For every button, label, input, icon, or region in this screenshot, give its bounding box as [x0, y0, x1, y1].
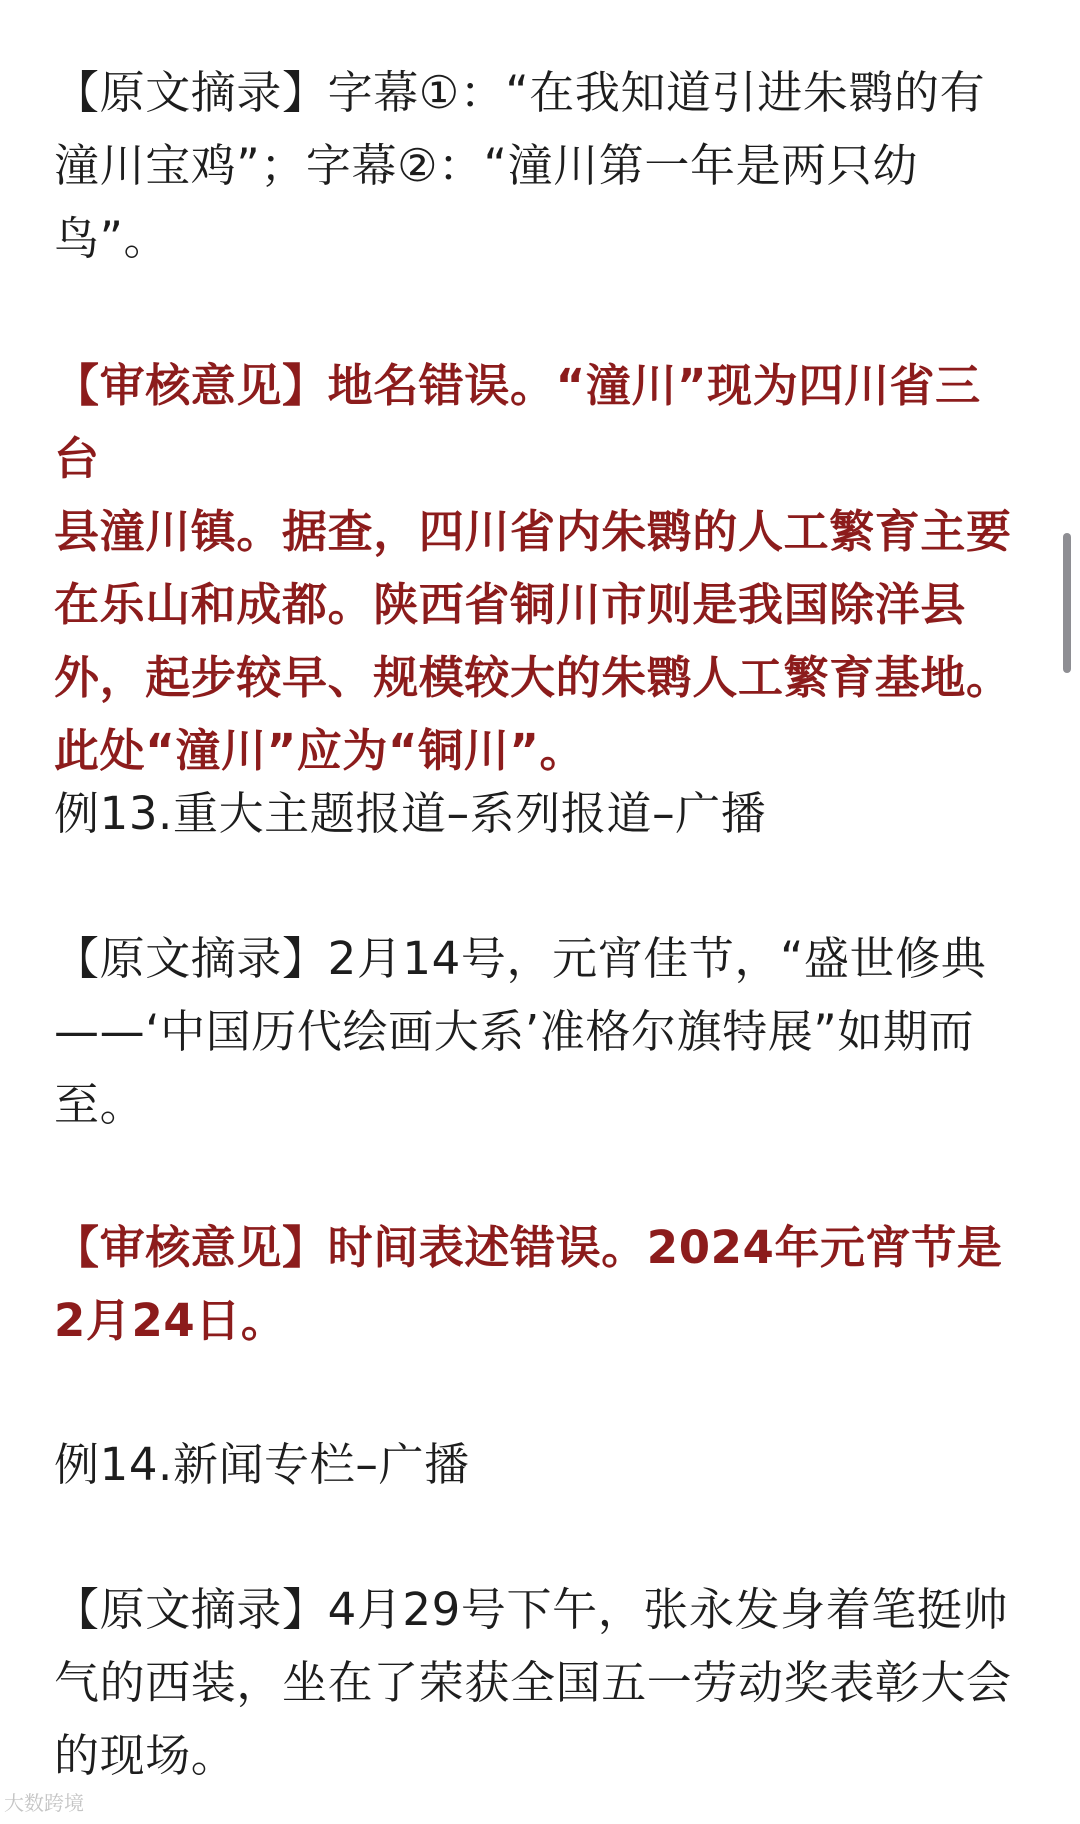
original-excerpt-paragraph: 【原文摘录】4月29号下午，张永发身着笔挺帅 气的西装，坐在了荣获全国五一劳动奖表彰大会 的现场。 — [54, 1583, 1012, 1782]
example-heading: 例13.重大主题报道–系列报道–广播 — [54, 787, 767, 840]
watermark-logo: 大数跨境 — [4, 1791, 84, 1815]
example-heading: 例14.新闻专栏–广播 — [54, 1438, 470, 1491]
original-excerpt-paragraph: 【原文摘录】2月14号，元宵佳节，“盛世修典 ——‘中国历代绘画大系’准格尔旗特展”如期而 至。 — [54, 932, 987, 1131]
review-opinion-paragraph: 【审核意见】地名错误。“潼川”现为四川省三台 县潼川镇。据查，四川省内朱鹮的人工繁育主要 在乐山和成都。陕西省铜川市则是我国除洋县 外，起步较早、规模较大的朱鹮人工繁育基地。 此处“潼川”应为“铜川”。 — [54, 359, 1012, 777]
original-excerpt-paragraph: 【原文摘录】字幕①：“在我知道引进朱鹮的有 潼川宝鸡”；字幕②：“潼川第一年是两只幼 鸟”。 — [54, 66, 986, 265]
review-opinion-paragraph: 【审核意见】时间表述错误。2024年元宵节是 2月24日。 — [54, 1221, 1003, 1347]
vertical-scrollbar[interactable] — [1063, 533, 1071, 673]
